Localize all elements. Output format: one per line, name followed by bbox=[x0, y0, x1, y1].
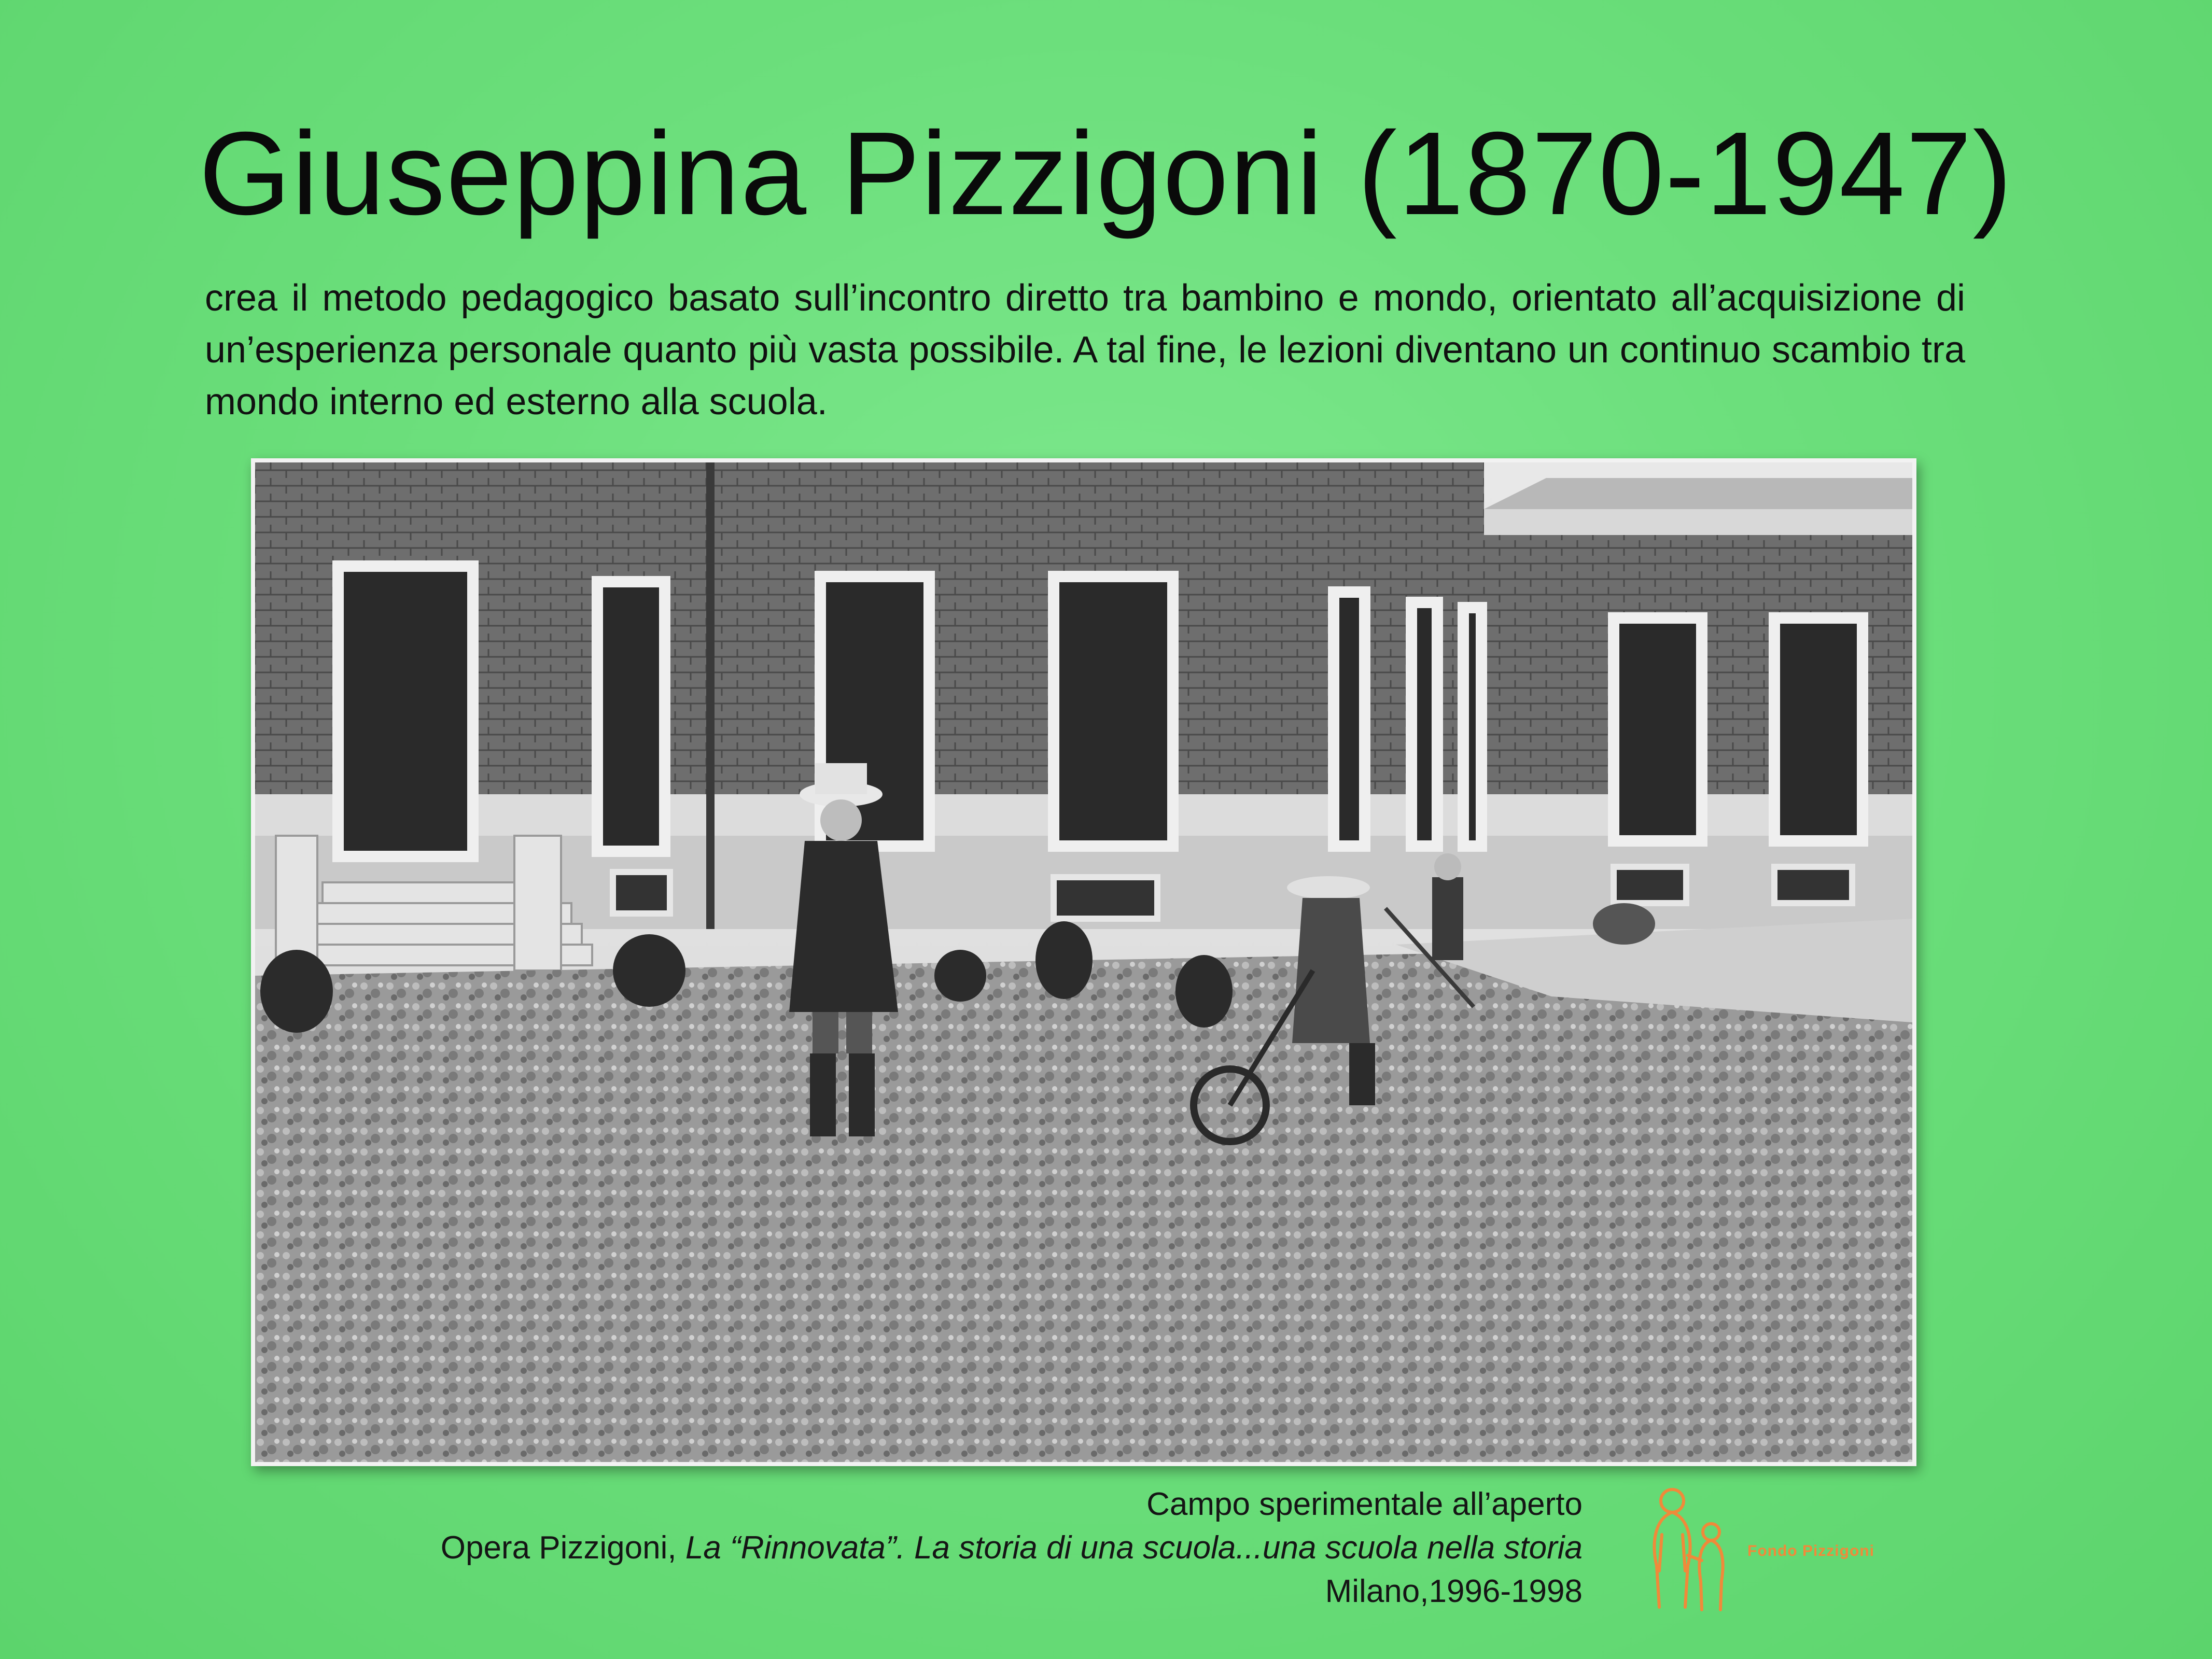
historic-photo-school-garden bbox=[255, 462, 1912, 1462]
caption-line-3: Milano,1996-1998 bbox=[1325, 1573, 1583, 1609]
slide-body-text: crea il metodo pedagogico basato sull’incontro diretto tra bambino e mondo, orientato all’acquisizione di un’esperienza personale quanto più vasta possibile. A tal fine, le lezioni diventano un continuo scambio tra mondo interno ed esterno alla scuola. bbox=[205, 277, 1965, 423]
caption-line-2 bbox=[207, 1526, 1583, 1570]
slide-title: Giuseppina Pizzigoni (1870-1947) bbox=[199, 108, 2013, 240]
photo-frame bbox=[251, 458, 1916, 1466]
logo-text: Fondo Pizzigoni bbox=[1747, 1542, 1874, 1559]
caption-source: Opera Pizzigoni, bbox=[440, 1530, 685, 1566]
caption-line-1: Campo sperimentale all’aperto bbox=[1146, 1486, 1583, 1522]
photo-caption bbox=[207, 1483, 1583, 1613]
caption-book-title: La “Rinnovata”. La storia di una scuola...una scuola nella storia bbox=[685, 1530, 1583, 1566]
fondo-pizzigoni-logo bbox=[1644, 1483, 1965, 1618]
